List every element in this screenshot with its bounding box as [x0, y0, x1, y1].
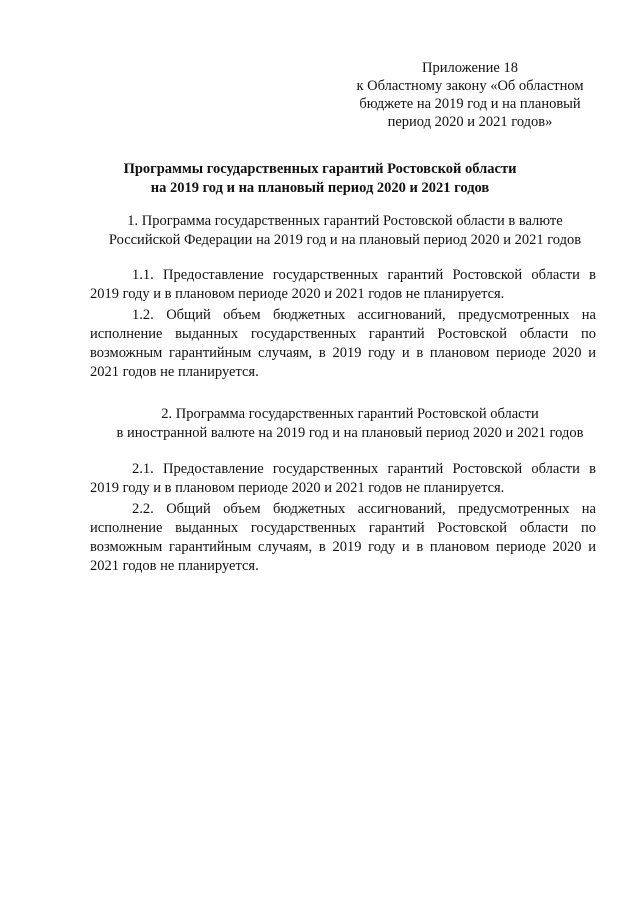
paragraph-2-1 — [90, 460, 596, 498]
title-line: Программы государственных гарантий Ростовской области — [123, 161, 517, 177]
paragraph-line: 2021 годов не планируется. — [90, 558, 259, 574]
paragraph-line: 2019 году и в плановом периоде 2020 и 2021 годов не планируется. — [90, 480, 505, 496]
section-2-heading — [90, 405, 610, 443]
paragraph-line: возможным гарантийным случаям, в 2019 году и в плановом периоде 2020 и — [90, 345, 596, 361]
section-heading-line: Российской Федерации на 2019 год и на плановый период 2020 и 2021 годов — [108, 232, 582, 248]
paragraph-1-2 — [90, 306, 596, 382]
section-heading-line: 1. Программа государственных гарантий Ростовской области в валюте — [127, 213, 563, 229]
appendix-law-line: бюджете на 2019 год и на плановый — [359, 96, 581, 112]
paragraph-line: 2021 годов не планируется. — [90, 364, 259, 380]
appendix-reference — [340, 59, 600, 131]
paragraph-1-1 — [90, 266, 596, 304]
paragraph-2-2 — [90, 500, 596, 576]
section-heading-line: 2. Программа государственных гарантий Ростовской области — [161, 406, 539, 422]
paragraph-line: 2.1. Предоставление государственных гарантий Ростовской области в — [132, 461, 596, 477]
paragraph-line: 1.2. Общий объем бюджетных ассигнований, предусмотренных на — [132, 307, 596, 323]
paragraph-line: 2.2. Общий объем бюджетных ассигнований, предусмотренных на — [132, 501, 596, 517]
section-1-heading — [85, 212, 605, 250]
paragraph-line: исполнение выданных государственных гарантий Ростовской области по — [90, 326, 596, 342]
paragraph-line: 2019 году и в плановом периоде 2020 и 2021 годов не планируется. — [90, 286, 505, 302]
title-line: на 2019 год и на плановый период 2020 и 2021 годов — [150, 180, 490, 196]
paragraph-line: исполнение выданных государственных гарантий Ростовской области по — [90, 520, 596, 536]
appendix-law-line: к Областному закону «Об областном — [356, 78, 584, 94]
document-title — [60, 160, 580, 198]
appendix-number: Приложение 18 — [422, 60, 518, 76]
paragraph-line: 1.1. Предоставление государственных гарантий Ростовской области в — [132, 267, 596, 283]
section-heading-line: в иностранной валюте на 2019 год и на плановый период 2020 и 2021 годов — [116, 425, 584, 441]
appendix-law-line: период 2020 и 2021 годов» — [387, 114, 553, 130]
paragraph-line: возможным гарантийным случаям, в 2019 году и в плановом периоде 2020 и — [90, 539, 596, 555]
